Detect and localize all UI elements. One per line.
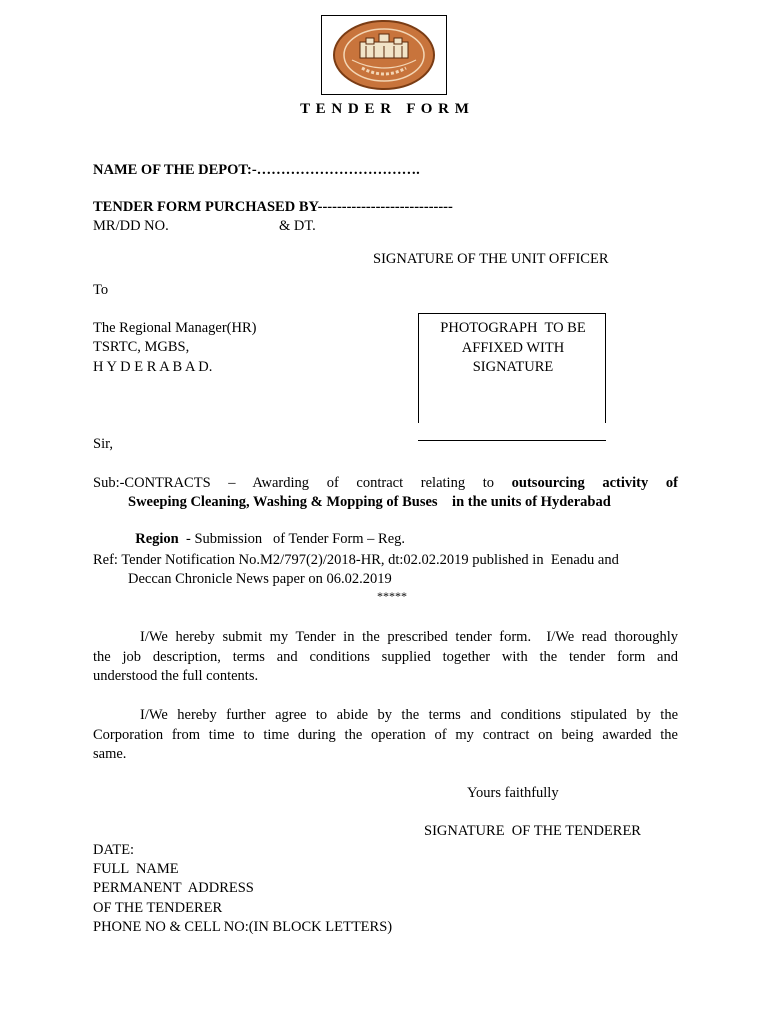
closing: Yours faithfully <box>467 785 559 801</box>
full-name-field: FULL NAME <box>93 861 179 877</box>
address-line-2: TSRTC, MGBS, <box>93 339 190 355</box>
page-title: T E N D E R F O R M <box>300 101 470 117</box>
logo-frame <box>321 15 447 95</box>
mrdd-date-label: & DT. <box>279 218 316 234</box>
subject-bold-3: Region <box>135 531 179 547</box>
unit-officer-signature: SIGNATURE OF THE UNIT OFFICER <box>373 251 609 267</box>
tsrtc-emblem-logo <box>322 16 446 94</box>
address-line-3: H Y D E R A B A D. <box>93 359 213 375</box>
date-field: DATE: <box>93 842 135 858</box>
reference-line-2: Deccan Chronicle News paper on 06.02.2019 <box>128 571 392 587</box>
para1-line-1: I/We hereby submit my Tender in the prescribed tender form. I/We read thoroughly <box>140 629 678 645</box>
subject-line-2: Sweeping Cleaning, Washing & Mopping of Buses in the units of Hyderabad <box>128 494 611 510</box>
tenderer-signature: SIGNATURE OF THE TENDERER <box>424 823 641 839</box>
subject-prefix: Sub:-CONTRACTS – Awarding of contract relating to <box>93 475 494 491</box>
salutation: Sir, <box>93 436 113 452</box>
address-line-1: The Regional Manager(HR) <box>93 320 257 336</box>
mrdd-label: MR/DD NO. <box>93 218 169 234</box>
photo-line-3: SIGNATURE <box>472 359 554 375</box>
photo-line-1: PHOTOGRAPH TO BE <box>440 320 586 336</box>
subject-rest-3: - Submission of Tender Form – Reg. <box>178 531 406 547</box>
depot-name-line: NAME OF THE DEPOT:-……………………………. <box>93 162 420 178</box>
subject-line-3 <box>128 514 405 548</box>
para2-line-2: Corporation from time to time during the operation of my contract on being awarded the <box>93 727 678 743</box>
photo-signature-line <box>418 440 606 441</box>
address-field-2: OF THE TENDERER <box>93 900 223 916</box>
purchased-by-line: TENDER FORM PURCHASED BY---------------------------- <box>93 199 453 215</box>
phone-field: PHONE NO & CELL NO:(IN BLOCK LETTERS) <box>93 919 393 935</box>
photograph-box <box>418 313 606 423</box>
address-field-1: PERMANENT ADDRESS <box>93 880 254 896</box>
reference-line-1: Ref: Tender Notification No.M2/797(2)/2018-HR, dt:02.02.2019 published in Eenadu and <box>93 552 619 568</box>
para2-line-3: same. <box>93 746 127 762</box>
subject-bold-1: outsourcing activity of <box>511 475 678 491</box>
to-label: To <box>93 282 109 298</box>
para2-line-1: I/We hereby further agree to abide by the terms and conditions stipulated by the <box>140 707 678 723</box>
reference-stars: ***** <box>377 589 407 603</box>
photo-line-2: AFFIXED WITH <box>461 340 565 356</box>
subject-line-1 <box>93 475 678 492</box>
para1-line-2: the job description, terms and conditions supplied together with the tender form and <box>93 649 678 665</box>
para1-line-3: understood the full contents. <box>93 668 259 684</box>
